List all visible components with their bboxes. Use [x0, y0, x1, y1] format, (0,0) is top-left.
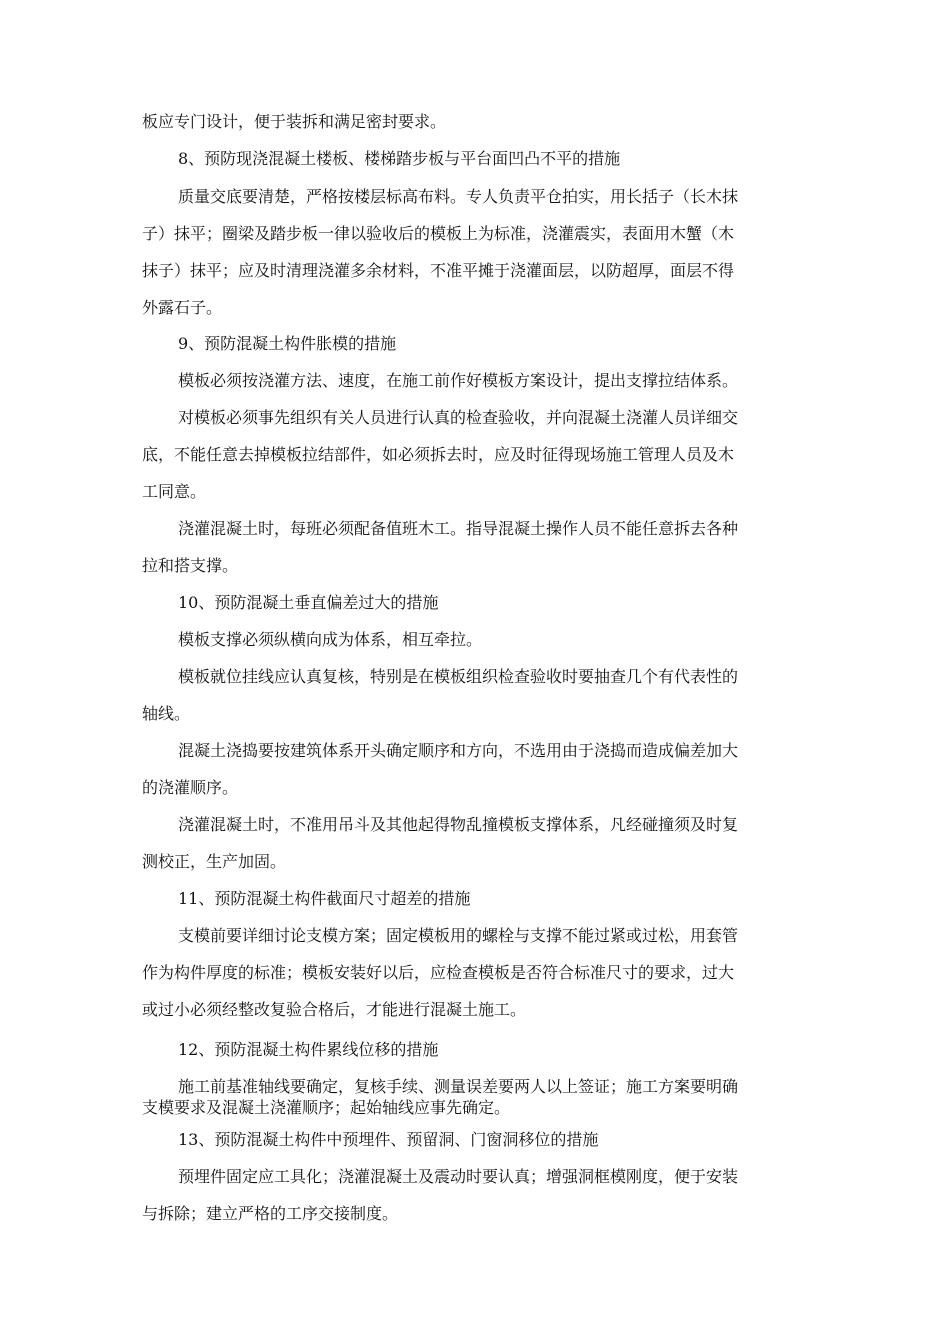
paragraph-line: 施工前基准轴线要确定，复核手续、测量误差要两人以上签证；施工方案要明确	[178, 1077, 739, 1096]
paragraph-line: 作为构件厚度的标准；模板安装好以后，应检查模板是否符合标准尺寸的要求，过大	[142, 963, 735, 982]
paragraph-line: 的浇灌顺序。	[142, 778, 239, 797]
paragraph-line: 模板就位挂线应认真复核，特别是在模板组织检查验收时要抽查几个有代表性的	[178, 667, 739, 686]
section-heading-8: 8、预防现浇混凝土楼板、楼梯踏步板与平台面凹凸不平的措施	[178, 149, 621, 168]
paragraph-line: 轴线。	[142, 704, 191, 723]
section-heading-9: 9、预防混凝土构件胀模的措施	[178, 334, 397, 353]
paragraph-line: 支模要求及混凝土浇灌顺序；起始轴线应事先确定。	[142, 1098, 511, 1117]
section-heading-11: 11、预防混凝土构件截面尺寸超差的措施	[178, 889, 471, 908]
continued-paragraph-line: 板应专门设计，便于装拆和满足密封要求。	[142, 112, 447, 131]
paragraph-line: 或过小必须经整改复验合格后，才能进行混凝土施工。	[142, 1000, 527, 1019]
paragraph-line: 工同意。	[142, 482, 207, 501]
paragraph-line: 对模板必须事先组织有关人员进行认真的检查验收，并向混凝土浇灌人员详细交	[178, 408, 739, 427]
paragraph-line: 底，不能任意去掉模板拉结部件，如必须拆去时，应及时征得现场施工管理人员及木	[142, 445, 735, 464]
paragraph-line: 子）抹平；圈梁及踏步板一律以验收后的模板上为标准，浇灌震实，表面用木蟹（木	[142, 224, 735, 243]
paragraph-line: 支模前要详细讨论支模方案；固定模板用的螺栓与支撑不能过紧或过松，用套管	[178, 926, 739, 945]
paragraph-line: 与拆除；建立严格的工序交接制度。	[142, 1204, 399, 1223]
paragraph-line: 模板支撑必须纵横向成为体系，相互牵拉。	[178, 630, 483, 649]
paragraph-line: 浇灌混凝土时，每班必须配备值班木工。指导混凝土操作人员不能任意拆去各种	[178, 519, 739, 538]
paragraph-line: 预埋件固定应工具化；浇灌混凝土及震动时要认真；增强洞框模刚度，便于安装	[178, 1167, 739, 1186]
section-heading-10: 10、预防混凝土垂直偏差过大的措施	[178, 593, 439, 612]
paragraph-line: 测校正，生产加固。	[142, 852, 287, 871]
paragraph-line: 混凝土浇捣要按建筑体系开头确定顺序和方向，不选用由于浇捣而造成偏差加大	[178, 741, 739, 760]
paragraph-line: 外露石子。	[142, 298, 223, 317]
paragraph-line: 模板必须按浇灌方法、速度，在施工前作好模板方案设计，提出支撑拉结体系。	[178, 371, 739, 390]
section-heading-12: 12、预防混凝土构件累线位移的措施	[178, 1040, 439, 1059]
section-heading-13: 13、预防混凝土构件中预埋件、预留洞、门窗洞移位的措施	[178, 1130, 599, 1149]
paragraph-line: 质量交底要清楚，严格按楼层标高布料。专人负责平仓拍实，用长括子（长木抹	[178, 187, 739, 206]
paragraph-line: 浇灌混凝土时，不准用吊斗及其他起得物乱撞模板支撑体系，凡经碰撞须及时复	[178, 815, 739, 834]
paragraph-line: 拉和搭支撑。	[142, 556, 239, 575]
paragraph-line: 抹子）抹平；应及时清理浇灌多余材料，不准平摊于浇灌面层，以防超厚，面层不得	[142, 261, 735, 280]
